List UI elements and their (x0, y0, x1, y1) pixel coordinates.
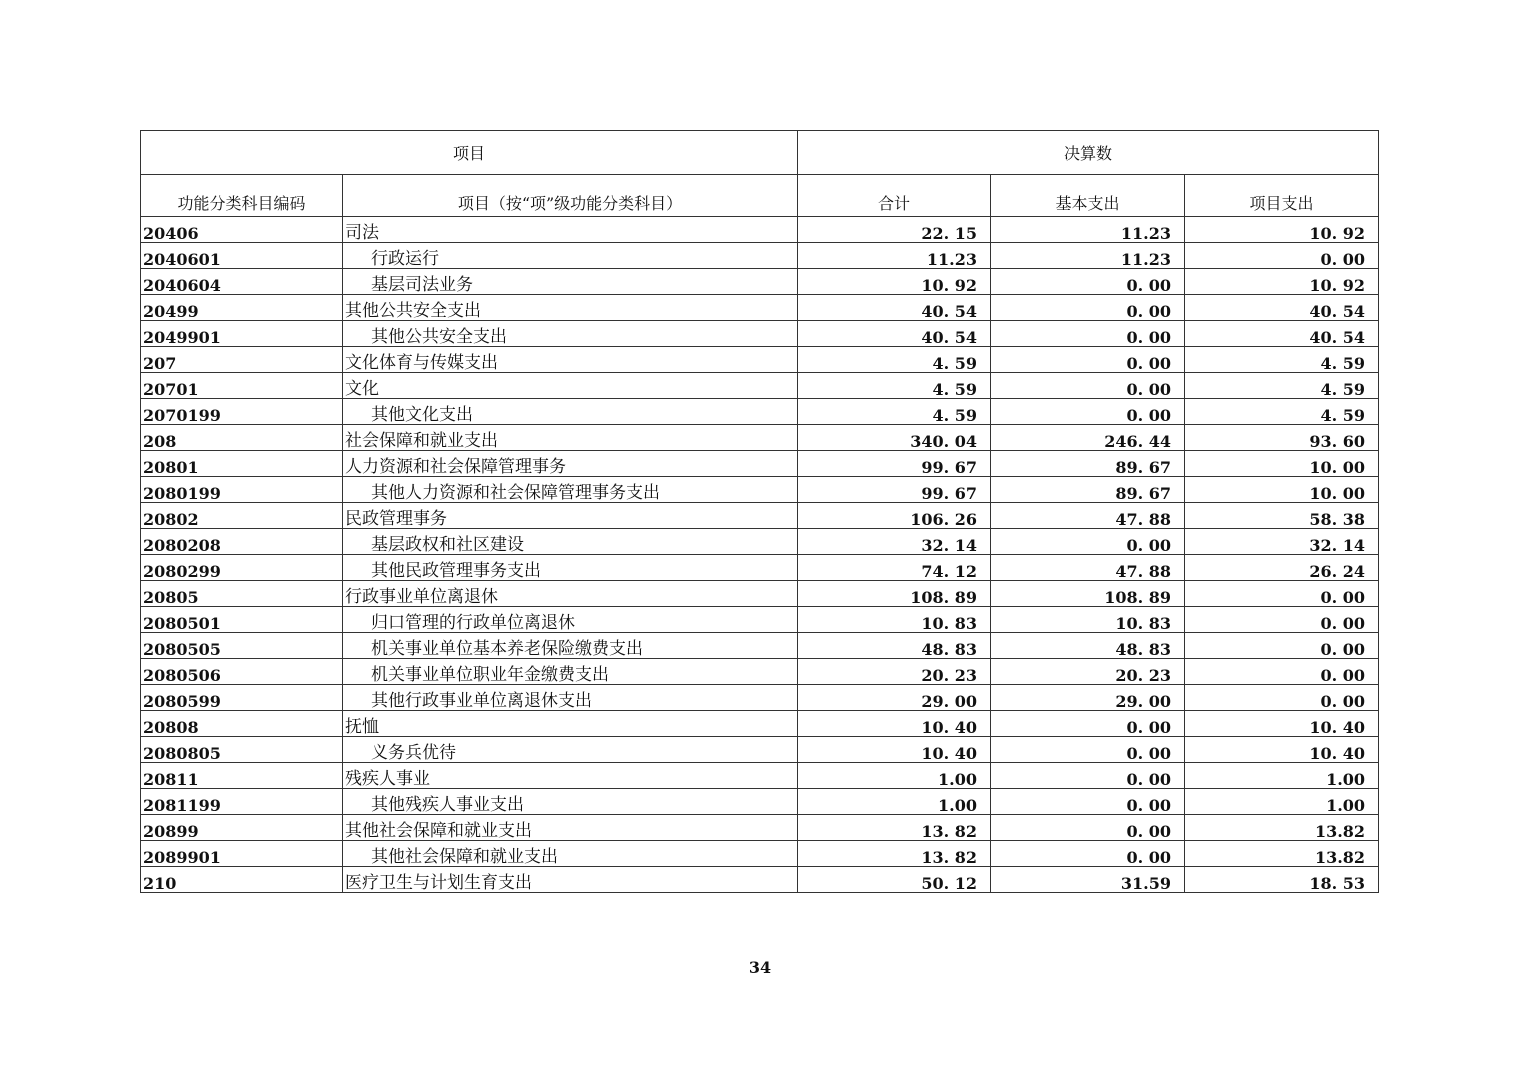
table-row (141, 711, 1379, 737)
row-project: 10. 40 (1185, 711, 1379, 737)
table-row (141, 503, 1379, 529)
row-code: 2080501 (141, 607, 343, 633)
row-basic: 0. 00 (991, 737, 1185, 763)
row-name: 其他社会保障和就业支出 (343, 841, 798, 867)
table-row (141, 217, 1379, 243)
row-code: 2080208 (141, 529, 343, 555)
row-name: 义务兵优待 (343, 737, 798, 763)
row-name: 社会保障和就业支出 (343, 425, 798, 451)
row-basic: 29. 00 (991, 685, 1185, 711)
row-name: 其他社会保障和就业支出 (343, 815, 798, 841)
row-project: 4. 59 (1185, 347, 1379, 373)
row-code: 208 (141, 425, 343, 451)
row-code: 20406 (141, 217, 343, 243)
row-basic: 47. 88 (991, 555, 1185, 581)
row-total: 11.23 (798, 243, 991, 269)
table-row (141, 815, 1379, 841)
table-row (141, 347, 1379, 373)
row-code: 207 (141, 347, 343, 373)
row-project: 13.82 (1185, 815, 1379, 841)
table-row (141, 867, 1379, 893)
row-total: 1.00 (798, 763, 991, 789)
budget-table (140, 130, 1379, 893)
row-name: 其他公共安全支出 (343, 321, 798, 347)
row-name: 行政事业单位离退休 (343, 581, 798, 607)
row-name: 其他民政管理事务支出 (343, 555, 798, 581)
header-name: 项目（按“项”级功能分类科目） (343, 175, 798, 217)
row-name: 人力资源和社会保障管理事务 (343, 451, 798, 477)
row-name: 行政运行 (343, 243, 798, 269)
header-total: 合计 (798, 175, 991, 217)
row-total: 29. 00 (798, 685, 991, 711)
row-basic: 0. 00 (991, 269, 1185, 295)
row-basic: 246. 44 (991, 425, 1185, 451)
row-project: 18. 53 (1185, 867, 1379, 893)
row-basic: 0. 00 (991, 841, 1185, 867)
row-basic: 0. 00 (991, 373, 1185, 399)
table-row (141, 659, 1379, 685)
row-name: 医疗卫生与计划生育支出 (343, 867, 798, 893)
row-total: 4. 59 (798, 373, 991, 399)
row-name: 其他残疾人事业支出 (343, 789, 798, 815)
row-basic: 89. 67 (991, 451, 1185, 477)
row-code: 2080199 (141, 477, 343, 503)
row-name: 文化体育与传媒支出 (343, 347, 798, 373)
row-total: 20. 23 (798, 659, 991, 685)
table-row (141, 451, 1379, 477)
row-total: 22. 15 (798, 217, 991, 243)
row-name: 抚恤 (343, 711, 798, 737)
row-project: 10. 92 (1185, 217, 1379, 243)
row-code: 2081199 (141, 789, 343, 815)
row-name: 残疾人事业 (343, 763, 798, 789)
row-basic: 0. 00 (991, 789, 1185, 815)
row-code: 2080805 (141, 737, 343, 763)
table-row (141, 841, 1379, 867)
header-basic: 基本支出 (991, 175, 1185, 217)
row-project: 10. 00 (1185, 451, 1379, 477)
row-code: 210 (141, 867, 343, 893)
row-total: 4. 59 (798, 399, 991, 425)
row-project: 40. 54 (1185, 321, 1379, 347)
row-code: 2049901 (141, 321, 343, 347)
row-basic: 0. 00 (991, 815, 1185, 841)
row-basic: 10. 83 (991, 607, 1185, 633)
row-total: 48. 83 (798, 633, 991, 659)
row-project: 10. 00 (1185, 477, 1379, 503)
row-code: 20811 (141, 763, 343, 789)
header-code: 功能分类科目编码 (141, 175, 343, 217)
row-total: 10. 40 (798, 737, 991, 763)
table-row (141, 789, 1379, 815)
row-project: 32. 14 (1185, 529, 1379, 555)
row-total: 99. 67 (798, 451, 991, 477)
row-basic: 47. 88 (991, 503, 1185, 529)
row-project: 0. 00 (1185, 243, 1379, 269)
row-total: 108. 89 (798, 581, 991, 607)
row-total: 1.00 (798, 789, 991, 815)
row-basic: 11.23 (991, 243, 1185, 269)
header-row-columns (141, 175, 1379, 217)
row-project: 10. 40 (1185, 737, 1379, 763)
row-total: 40. 54 (798, 295, 991, 321)
row-total: 4. 59 (798, 347, 991, 373)
row-code: 20499 (141, 295, 343, 321)
row-project: 10. 92 (1185, 269, 1379, 295)
row-total: 10. 83 (798, 607, 991, 633)
row-basic: 0. 00 (991, 529, 1185, 555)
row-project: 0. 00 (1185, 633, 1379, 659)
row-total: 13. 82 (798, 815, 991, 841)
row-name: 其他行政事业单位离退休支出 (343, 685, 798, 711)
row-total: 40. 54 (798, 321, 991, 347)
row-code: 20802 (141, 503, 343, 529)
row-project: 13.82 (1185, 841, 1379, 867)
table-row (141, 477, 1379, 503)
row-total: 13. 82 (798, 841, 991, 867)
table-row (141, 269, 1379, 295)
row-code: 2089901 (141, 841, 343, 867)
row-total: 32. 14 (798, 529, 991, 555)
row-code: 2080299 (141, 555, 343, 581)
row-basic: 0. 00 (991, 295, 1185, 321)
header-settlement: 决算数 (798, 131, 1379, 175)
row-basic: 20. 23 (991, 659, 1185, 685)
row-name: 民政管理事务 (343, 503, 798, 529)
row-total: 340. 04 (798, 425, 991, 451)
row-basic: 31.59 (991, 867, 1185, 893)
row-project: 1.00 (1185, 789, 1379, 815)
table-row (141, 399, 1379, 425)
table-row (141, 295, 1379, 321)
table-row (141, 321, 1379, 347)
row-code: 20701 (141, 373, 343, 399)
row-code: 20805 (141, 581, 343, 607)
row-total: 10. 92 (798, 269, 991, 295)
row-code: 2040601 (141, 243, 343, 269)
row-basic: 48. 83 (991, 633, 1185, 659)
row-project: 1.00 (1185, 763, 1379, 789)
row-name: 其他公共安全支出 (343, 295, 798, 321)
row-project: 4. 59 (1185, 399, 1379, 425)
row-basic: 0. 00 (991, 399, 1185, 425)
row-code: 2040604 (141, 269, 343, 295)
row-total: 99. 67 (798, 477, 991, 503)
row-project: 40. 54 (1185, 295, 1379, 321)
table-row (141, 529, 1379, 555)
header-row-top (141, 131, 1379, 175)
row-project: 26. 24 (1185, 555, 1379, 581)
row-project: 0. 00 (1185, 607, 1379, 633)
row-total: 10. 40 (798, 711, 991, 737)
table-row (141, 555, 1379, 581)
row-code: 20808 (141, 711, 343, 737)
row-name: 其他人力资源和社会保障管理事务支出 (343, 477, 798, 503)
row-name: 司法 (343, 217, 798, 243)
row-project: 0. 00 (1185, 685, 1379, 711)
table-row (141, 737, 1379, 763)
row-basic: 108. 89 (991, 581, 1185, 607)
table-row (141, 581, 1379, 607)
row-project: 0. 00 (1185, 659, 1379, 685)
row-project: 0. 00 (1185, 581, 1379, 607)
row-total: 50. 12 (798, 867, 991, 893)
table-row (141, 763, 1379, 789)
row-name: 归口管理的行政单位离退休 (343, 607, 798, 633)
row-name: 机关事业单位职业年金缴费支出 (343, 659, 798, 685)
row-basic: 0. 00 (991, 763, 1185, 789)
row-basic: 0. 00 (991, 321, 1185, 347)
row-code: 2080599 (141, 685, 343, 711)
row-name: 基层政权和社区建设 (343, 529, 798, 555)
page-number: 34 (748, 958, 772, 977)
row-project: 93. 60 (1185, 425, 1379, 451)
row-basic: 89. 67 (991, 477, 1185, 503)
row-code: 2080506 (141, 659, 343, 685)
table-row (141, 633, 1379, 659)
header-project-expense: 项目支出 (1185, 175, 1379, 217)
header-project: 项目 (141, 131, 798, 175)
row-project: 4. 59 (1185, 373, 1379, 399)
row-project: 58. 38 (1185, 503, 1379, 529)
table-row (141, 373, 1379, 399)
row-code: 2080505 (141, 633, 343, 659)
row-basic: 0. 00 (991, 347, 1185, 373)
row-total: 74. 12 (798, 555, 991, 581)
row-code: 20801 (141, 451, 343, 477)
row-name: 文化 (343, 373, 798, 399)
table-row (141, 243, 1379, 269)
table-row (141, 607, 1379, 633)
table-row (141, 425, 1379, 451)
row-name: 其他文化支出 (343, 399, 798, 425)
row-total: 106. 26 (798, 503, 991, 529)
row-basic: 0. 00 (991, 711, 1185, 737)
row-code: 2070199 (141, 399, 343, 425)
row-name: 基层司法业务 (343, 269, 798, 295)
row-name: 机关事业单位基本养老保险缴费支出 (343, 633, 798, 659)
row-code: 20899 (141, 815, 343, 841)
row-basic: 11.23 (991, 217, 1185, 243)
table-row (141, 685, 1379, 711)
